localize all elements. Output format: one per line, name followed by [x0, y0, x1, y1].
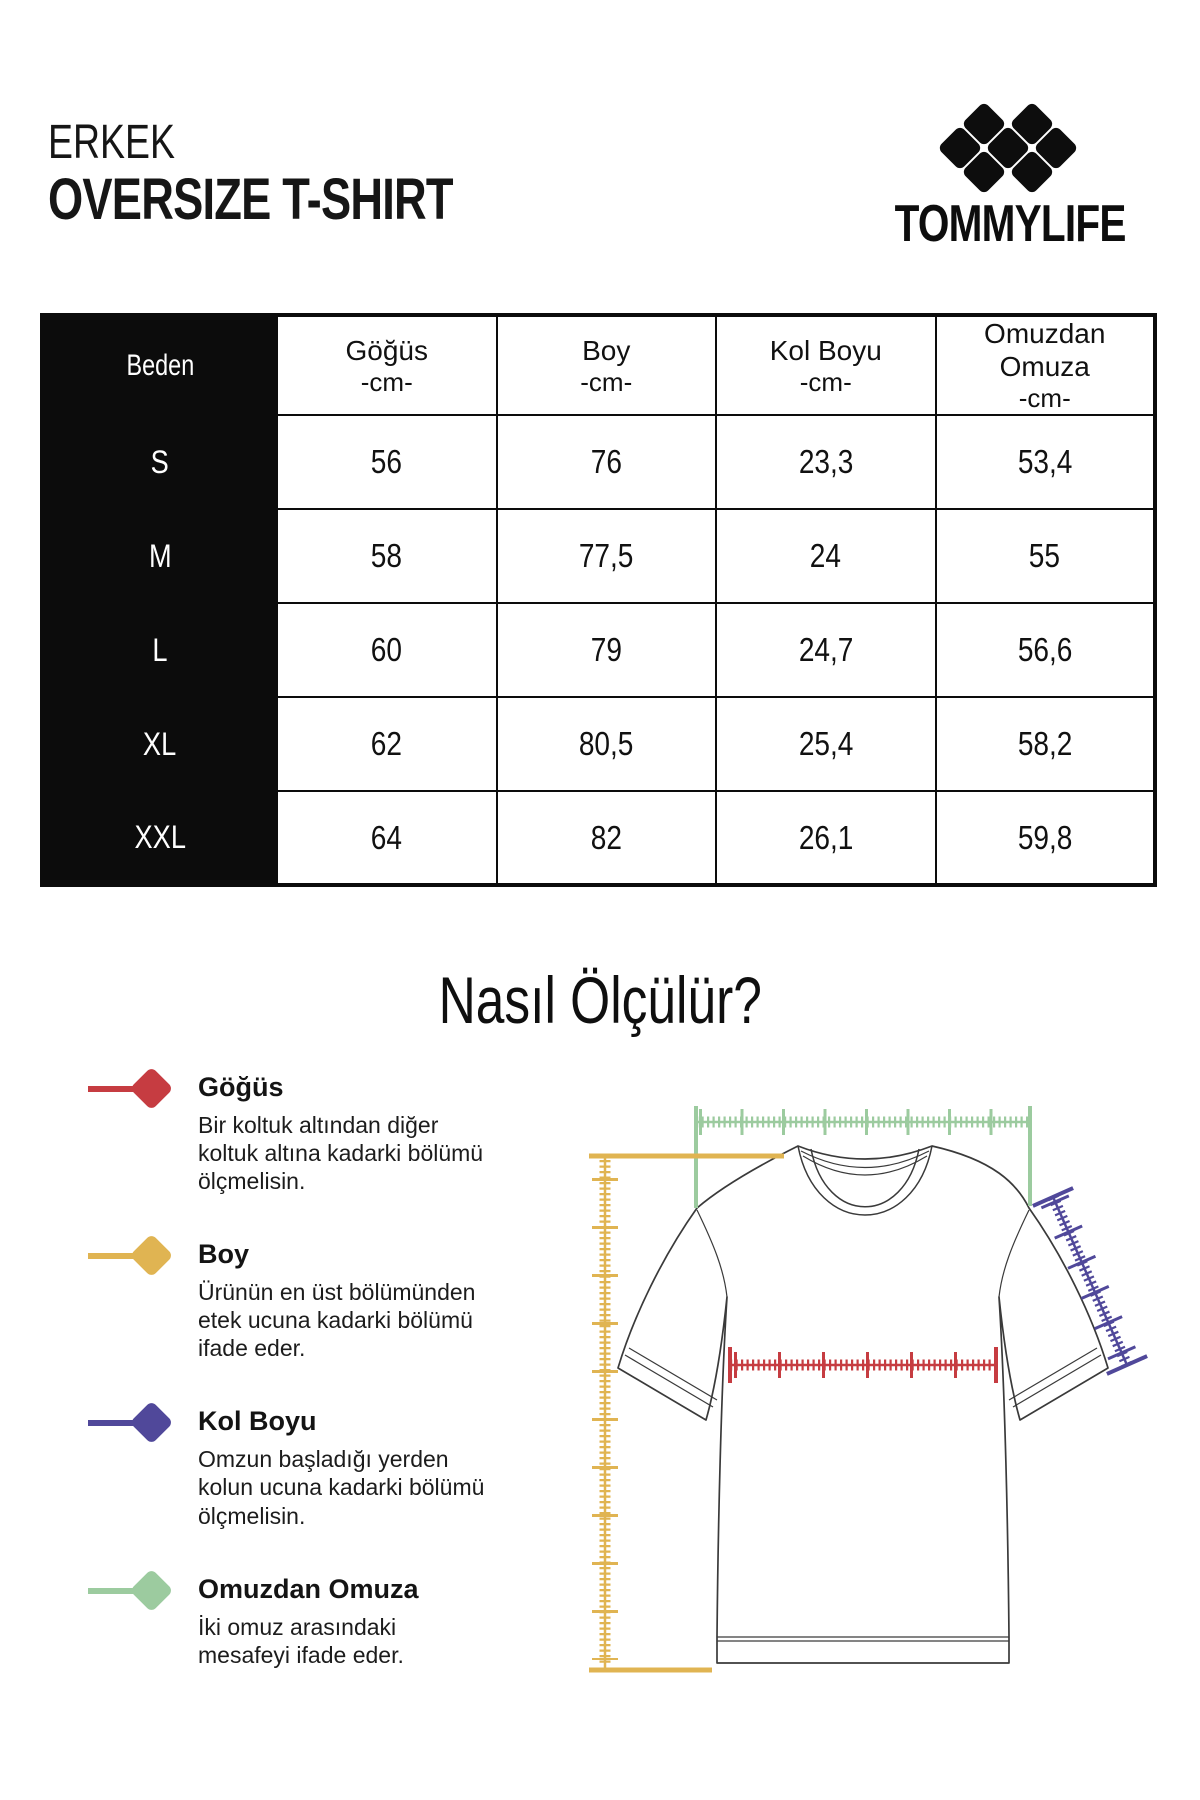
- measurement-value: 80,5: [497, 697, 717, 791]
- size-row-XL: [42, 697, 1155, 791]
- how-to-measure-title: Nasıl Ölçülür?: [438, 963, 762, 1037]
- diamond-icon: [130, 1401, 174, 1445]
- omuzdan-omuza-bullet: [88, 1574, 188, 1610]
- measurement-value: 24,7: [716, 603, 936, 697]
- col-header-boy: Boy -cm-: [497, 315, 717, 415]
- measurement-value: 58: [277, 509, 497, 603]
- measure-item-gogus: [88, 1072, 488, 1195]
- col-header-beden: Beden: [42, 315, 277, 415]
- size-label: XXL: [42, 791, 277, 885]
- measure-item-omuzdan-omuza: [88, 1574, 488, 1669]
- measurement-value: 59,8: [936, 791, 1156, 885]
- page-title-block: [48, 118, 567, 232]
- measurement-value: 56: [277, 415, 497, 509]
- measurement-value: 53,4: [936, 415, 1156, 509]
- size-row-L: [42, 603, 1155, 697]
- diamond-icon: [130, 1067, 174, 1111]
- measure-name: Göğüs: [198, 1072, 284, 1102]
- measurement-value: 56,6: [936, 603, 1156, 697]
- size-label: S: [42, 415, 277, 509]
- col-header-omuzdan-omuza: Omuzdan Omuza -cm-: [936, 315, 1156, 415]
- measurement-value: 77,5: [497, 509, 717, 603]
- measure-description: Bir koltuk altından diğer koltuk altına kadarki bölümü ölçmelisin.: [198, 1112, 484, 1195]
- measurement-value: 26,1: [716, 791, 936, 885]
- kol-boyu-bullet: [88, 1406, 188, 1442]
- brand-logo: [850, 88, 1170, 254]
- measurement-value: 23,3: [716, 415, 936, 509]
- measurement-value: 24: [716, 509, 936, 603]
- measurement-value: 76: [497, 415, 717, 509]
- measurement-value: 25,4: [716, 697, 936, 791]
- measurement-value: 79: [497, 603, 717, 697]
- size-row-M: [42, 509, 1155, 603]
- measurement-value: 64: [277, 791, 497, 885]
- brand-name: TOMMYLIFE: [894, 195, 1126, 253]
- measure-description: Omzun başladığı yerden kolun ucuna kadarki bölümü ölçmelisin.: [198, 1446, 485, 1529]
- size-row-XXL: [42, 791, 1155, 885]
- diamond-icon: [130, 1568, 174, 1612]
- measure-item-kol-boyu: [88, 1406, 488, 1529]
- measurement-value: 58,2: [936, 697, 1156, 791]
- tshirt-measurement-diagram: [480, 1060, 1160, 1760]
- size-row-S: [42, 415, 1155, 509]
- tshirt-drawing: [618, 1146, 1108, 1663]
- measure-name: Omuzdan Omuza: [198, 1573, 419, 1604]
- measurement-value: 60: [277, 603, 497, 697]
- measure-description: Ürünün en üst bölümünden etek ucuna kadarki bölümü ifade eder.: [198, 1279, 476, 1362]
- size-label: M: [42, 509, 277, 603]
- col-header-gogus: Göğüs -cm-: [277, 315, 497, 415]
- gogus-bullet: [88, 1072, 188, 1108]
- measurement-value: 82: [497, 791, 717, 885]
- size-table-header-row: [42, 315, 1155, 415]
- boy-bullet: [88, 1239, 188, 1275]
- measure-name: Kol Boyu: [198, 1406, 317, 1437]
- brand-logo-icon: [850, 88, 1170, 188]
- measurement-value: 62: [277, 697, 497, 791]
- size-label: XL: [42, 697, 277, 791]
- measure-description: İki omuz arasındaki mesafeyi ifade eder.: [198, 1613, 404, 1668]
- size-table: [40, 313, 1157, 887]
- diamond-icon: [130, 1234, 174, 1278]
- col-header-kol-boyu: Kol Boyu -cm-: [716, 315, 936, 415]
- product-title: OVERSIZE T-SHIRT: [48, 167, 453, 233]
- category-title: ERKEK: [48, 116, 175, 169]
- measure-item-boy: [88, 1239, 488, 1362]
- measure-definitions: [88, 1072, 488, 1713]
- size-label: L: [42, 603, 277, 697]
- measurement-value: 55: [936, 509, 1156, 603]
- measure-name: Boy: [198, 1239, 250, 1270]
